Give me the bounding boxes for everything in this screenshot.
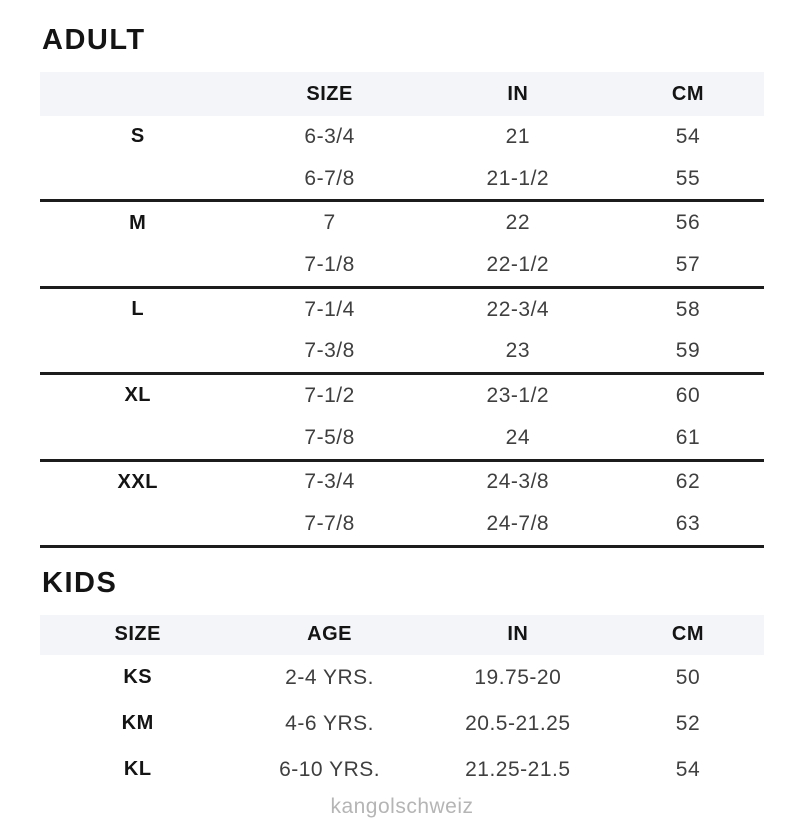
row-label: KL: [123, 758, 152, 781]
in-cell: 22-1/2: [424, 244, 612, 287]
size-cell: 7-3/8: [235, 330, 423, 373]
cm-cell: 56: [675, 211, 701, 235]
kids-header-size: SIZE: [40, 615, 235, 655]
in-cell: 24-7/8: [424, 503, 612, 546]
size-cell: 7-7/8: [235, 503, 423, 546]
cm-cell: 54: [675, 757, 701, 781]
age-cell: 4-6 YRS.: [285, 711, 374, 735]
size-cell: 6-3/4: [304, 124, 355, 148]
row-label: [40, 417, 235, 460]
cm-cell: 54: [675, 124, 701, 148]
kids-section-title: KIDS: [42, 566, 118, 599]
table-row: [40, 503, 764, 546]
cm-cell: 62: [675, 470, 701, 494]
watermark: kangolschweiz: [330, 794, 474, 818]
row-label: KS: [123, 666, 153, 689]
in-cell: 22-3/4: [486, 297, 550, 321]
age-cell: 6-10 YRS.: [279, 757, 381, 781]
in-cell: 21-1/2: [424, 158, 612, 201]
in-cell: 24-3/8: [486, 470, 550, 494]
in-cell: 23-1/2: [486, 383, 550, 407]
row-label: XL: [124, 384, 152, 407]
adult-header-row: [40, 72, 764, 116]
kids-header-cm: CM: [612, 615, 764, 655]
adult-header-size: SIZE: [235, 72, 423, 116]
size-cell: 7-3/4: [304, 470, 355, 494]
cm-cell: 58: [675, 297, 701, 321]
table-row: [40, 244, 764, 287]
cm-cell: 55: [612, 158, 764, 201]
cm-cell: 61: [612, 417, 764, 460]
size-cell: 7-1/8: [235, 244, 423, 287]
row-label: XXL: [117, 470, 158, 493]
row-label: KM: [121, 712, 154, 735]
adult-header-in: IN: [424, 72, 612, 116]
cm-cell: 57: [612, 244, 764, 287]
in-cell: 21: [505, 124, 530, 148]
row-label: S: [130, 125, 145, 148]
in-cell: 23: [424, 330, 612, 373]
cm-cell: 59: [612, 330, 764, 373]
adult-header-cm: CM: [612, 72, 764, 116]
adult-header-blank: [40, 72, 235, 116]
adult-size-table: [40, 72, 764, 548]
table-row: [40, 460, 764, 503]
row-label: [40, 158, 235, 201]
in-cell: 19.75-20: [474, 665, 562, 689]
size-cell: 7-1/4: [304, 297, 355, 321]
cm-cell: 50: [675, 665, 701, 689]
table-row: [40, 330, 764, 373]
kids-size-table: [40, 615, 764, 793]
table-row: [40, 655, 764, 701]
in-cell: 21.25-21.5: [465, 757, 571, 781]
kids-header-in: IN: [424, 615, 612, 655]
row-label: M: [129, 211, 147, 234]
size-cell: 7-5/8: [235, 417, 423, 460]
in-cell: 24: [424, 417, 612, 460]
size-cell: 7: [323, 211, 336, 235]
table-row: [40, 374, 764, 417]
cm-cell: 52: [675, 711, 701, 735]
table-row: [40, 417, 764, 460]
kids-header-row: [40, 615, 764, 655]
kids-header-age: AGE: [235, 615, 423, 655]
cm-cell: 60: [675, 383, 701, 407]
table-row: [40, 701, 764, 747]
table-row: [40, 287, 764, 330]
row-label: [40, 503, 235, 546]
table-row: [40, 201, 764, 244]
age-cell: 2-4 YRS.: [285, 665, 374, 689]
adult-section-title: ADULT: [42, 24, 146, 56]
table-row: [40, 116, 764, 158]
in-cell: 20.5-21.25: [465, 711, 571, 735]
row-label: [40, 244, 235, 287]
size-cell: 6-7/8: [235, 158, 423, 201]
row-label: [40, 330, 235, 373]
in-cell: 22: [505, 211, 530, 235]
row-label: L: [131, 298, 145, 321]
cm-cell: 63: [612, 503, 764, 546]
table-row: [40, 747, 764, 793]
size-cell: 7-1/2: [304, 383, 355, 407]
table-row: [40, 158, 764, 201]
